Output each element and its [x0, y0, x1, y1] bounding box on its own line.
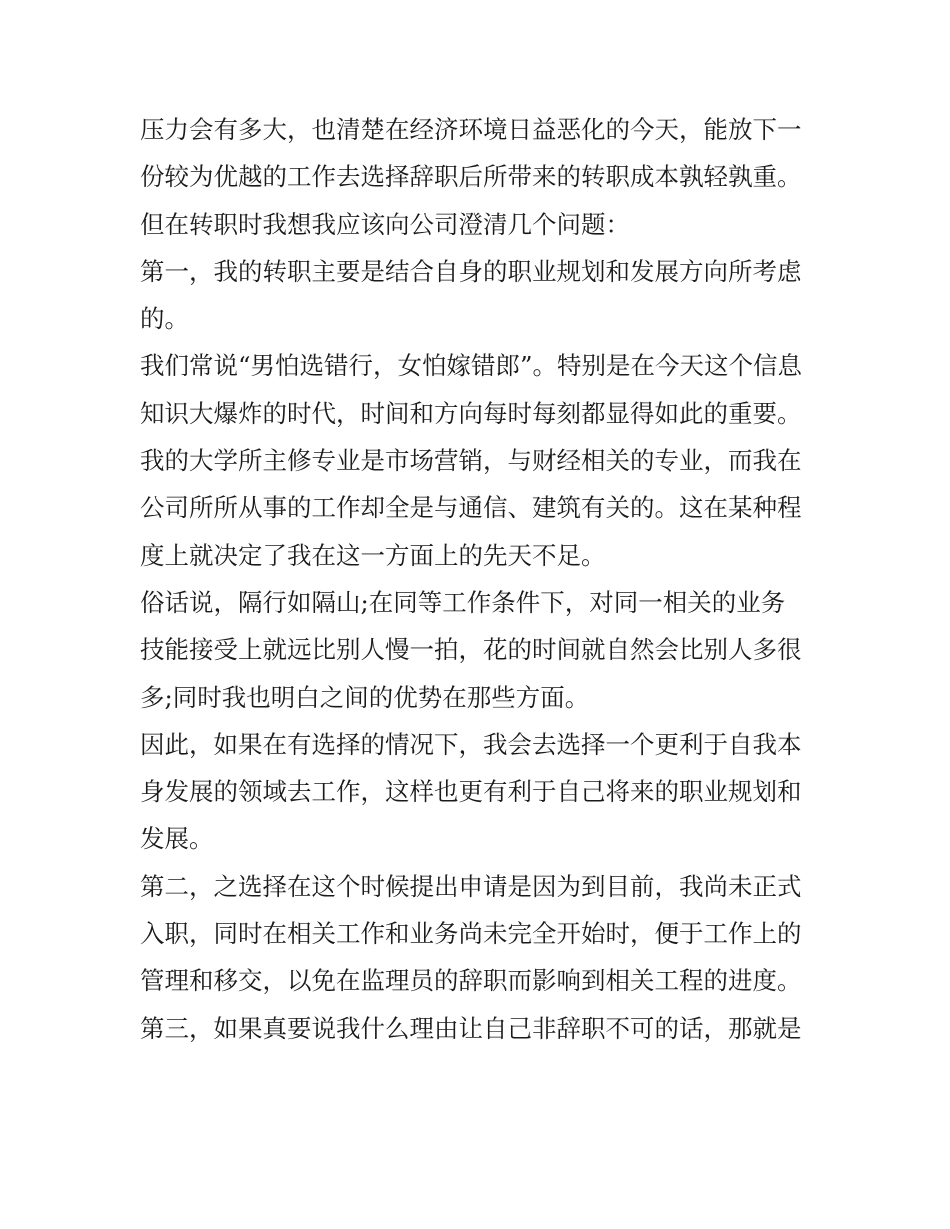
text-line: 但在转职时我想我应该向公司澄清几个问题：	[140, 209, 630, 239]
text-line: 公司所所从事的工作却全是与通信、建筑有关的。这在某种程	[140, 493, 802, 523]
text-line: 压力会有多大，也清楚在经济环境日益恶化的今天，能放下一	[140, 115, 802, 144]
text-line: 第二，之选择在这个时候提出申请是因为到目前，我尚未正式	[140, 871, 802, 901]
text-line: 身发展的领域去工作，这样也更有利于自己将来的职业规划和	[140, 777, 802, 807]
text-line: 技能接受上就远比别人慢一拍，花的时间就自然会比别人多很	[140, 635, 802, 665]
text-line: 知识大爆炸的时代，时间和方向每时每刻都显得如此的重要。	[140, 398, 802, 428]
text-line: 度上就决定了我在这一方面上的先天不足。	[140, 540, 606, 570]
text-line: 我们常说“男怕选错行，女怕嫁错郎”。特别是在今天这个信息	[140, 351, 803, 381]
text-line: 的。	[140, 304, 189, 334]
text-line: 多;同时我也明白之间的优势在那些方面。	[140, 682, 590, 712]
text-line: 份较为优越的工作去选择辞职后所带来的转职成本孰轻孰重。	[140, 162, 802, 192]
text-line: 俗话说，隔行如隔山;在同等工作条件下，对同一相关的业务	[140, 587, 786, 617]
text-line: 第一，我的转职主要是结合自身的职业规划和发展方向所考虑	[140, 256, 802, 286]
document-body	[140, 106, 812, 1052]
text-line: 入职，同时在相关工作和业务尚未完全开始时，便于工作上的	[140, 919, 802, 949]
text-line: 管理和移交，以免在监理员的辞职而影响到相关工程的进度。	[140, 966, 802, 996]
text-line: 第三，如果真要说我什么理由让自己非辞职不可的话，那就是	[140, 1013, 802, 1043]
text-line: 因此，如果在有选择的情况下，我会去选择一个更利于自我本	[140, 729, 802, 759]
text-line: 发展。	[140, 824, 214, 854]
text-line: 我的大学所主修专业是市场营销，与财经相关的专业，而我在	[140, 446, 802, 476]
